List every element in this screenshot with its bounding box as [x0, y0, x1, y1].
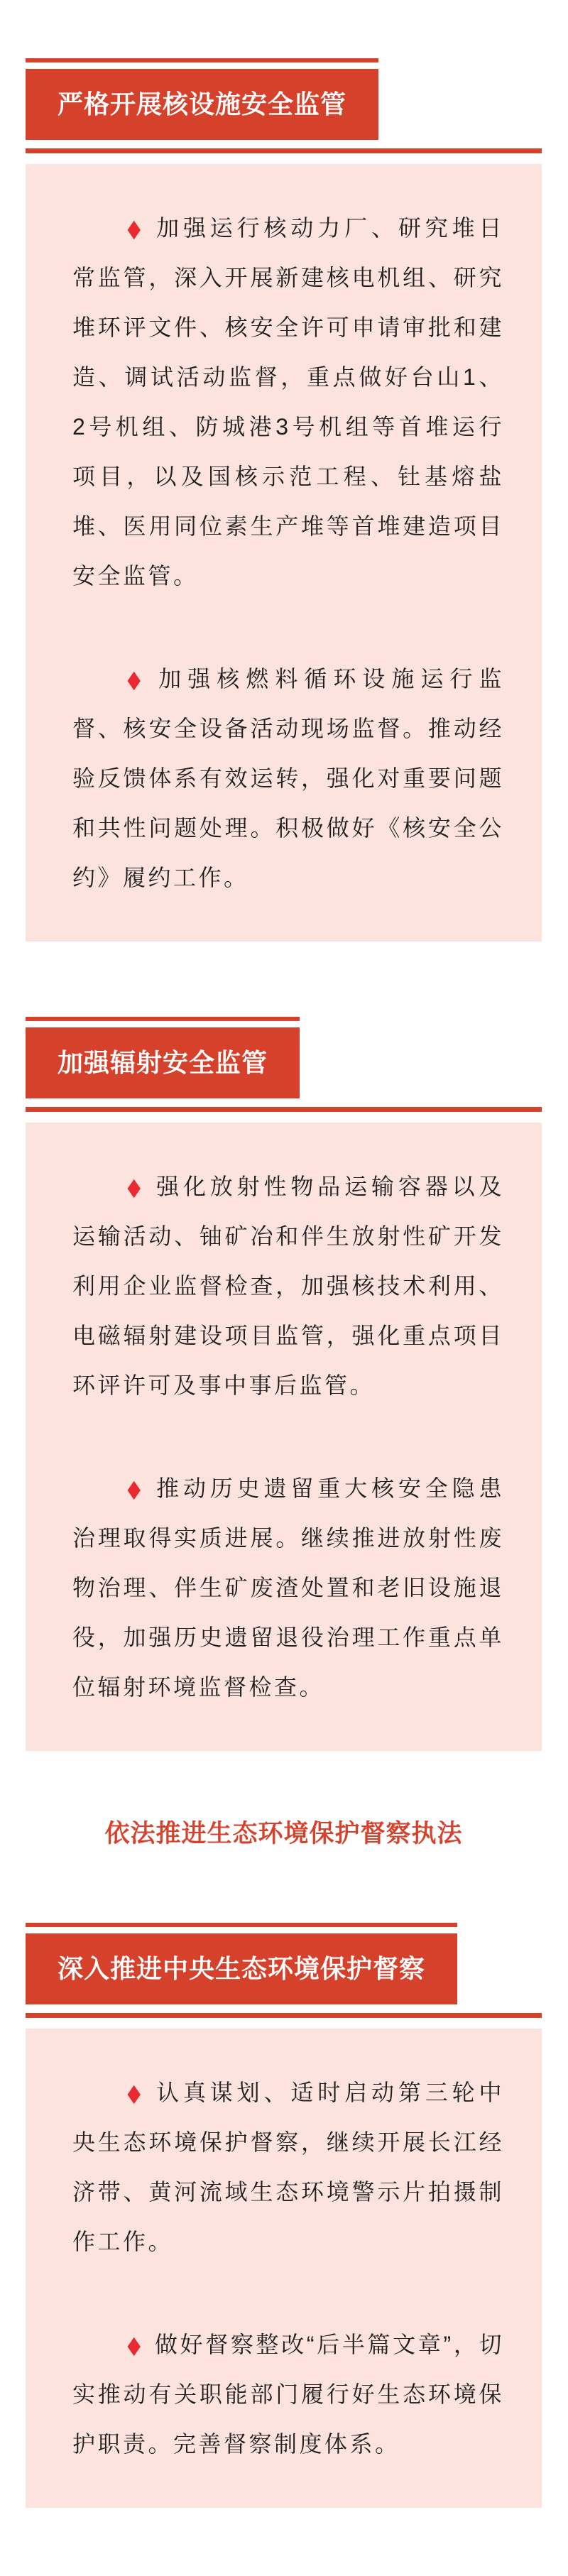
diamond-bullet-icon: ◆: [127, 665, 143, 693]
section-header-1: [26, 58, 378, 140]
section-header-2: [26, 1017, 300, 1098]
diamond-bullet-icon: ◆: [127, 214, 143, 242]
paragraph: [72, 1162, 504, 1410]
section-nuclear-facility: [26, 58, 542, 942]
panel-2: [26, 1123, 542, 1751]
diamond-bullet-icon: ◆: [127, 2078, 143, 2107]
header-label-2: 加强辐射安全监管: [58, 1048, 268, 1077]
paragraph-text: 认真谋划、适时启动第三轮中央生态环境保护督察，继续开展长江经济带、黄河流域生态环境警示片拍摄制作工作。: [72, 2080, 504, 2254]
diamond-bullet-icon: ◆: [127, 1474, 143, 1502]
section-header-3: [26, 1923, 457, 2004]
paragraph-text: 做好督察整改“后半篇文章”，切实推动有关职能部门履行好生态环境保护职责。完善督察制度体系。: [72, 2332, 504, 2457]
header-top-rule: [26, 1923, 457, 1927]
paragraph: [72, 2068, 504, 2266]
section-radiation-safety: [26, 1017, 542, 1751]
paragraph: [72, 1463, 504, 1712]
header-top-rule: [26, 1017, 300, 1021]
section-central-inspection: [26, 1923, 542, 2508]
section-divider-rule-1: [26, 148, 542, 153]
diamond-bullet-icon: ◆: [127, 1172, 143, 1201]
header-box-1: [26, 69, 378, 140]
paragraph: [72, 654, 504, 902]
header-top-rule: [26, 58, 378, 62]
diamond-bullet-icon: ◆: [127, 2330, 143, 2359]
paragraph-text: 加强运行核动力厂、研究堆日常监管，深入开展新建核电机组、研究堆环评文件、核安全许可申请审批和建造、调试活动监督，重点做好台山1、2号机组、防城港3号机组等首堆运行项目，以及国核示范工程、钍基熔盐堆、医用同位素生产堆等首堆建造项目安全监管。: [72, 215, 504, 589]
panel-1: [26, 164, 542, 942]
section-title: 依法推进生态环境保护督察执法: [104, 1820, 463, 1848]
panel-3: [26, 2029, 542, 2508]
section-divider-rule-2: [26, 1107, 542, 1112]
paragraph-text: 推动历史遗留重大核安全隐患治理取得实质进展。继续推进放射性废物治理、伴生矿废渣处置和老旧设施退役，加强历史遗留退役治理工作重点单位辐射环境监督检查。: [72, 1475, 504, 1700]
paragraph-text: 强化放射性物品运输容器以及运输活动、铀矿冶和伴生放射性矿开发利用企业监督检查，加强核技术利用、电磁辐射建设项目监管，强化重点项目环评许可及事中事后监管。: [72, 1174, 504, 1398]
section-divider-rule-3: [26, 2013, 542, 2018]
header-box-3: [26, 1933, 457, 2004]
header-box-2: [26, 1027, 300, 1098]
paragraph: [72, 2320, 504, 2469]
header-label-1: 严格开展核设施安全监管: [58, 89, 347, 119]
paragraph-text: 加强核燃料循环设施运行监督、核安全设备活动现场监督。推动经验反馈体系有效运转，强化对重要问题和共性问题处理。积极做好《核安全公约》履约工作。: [72, 666, 504, 890]
paragraph: [72, 203, 504, 601]
header-label-3: 深入推进中央生态环境保护督察: [58, 1954, 426, 1983]
